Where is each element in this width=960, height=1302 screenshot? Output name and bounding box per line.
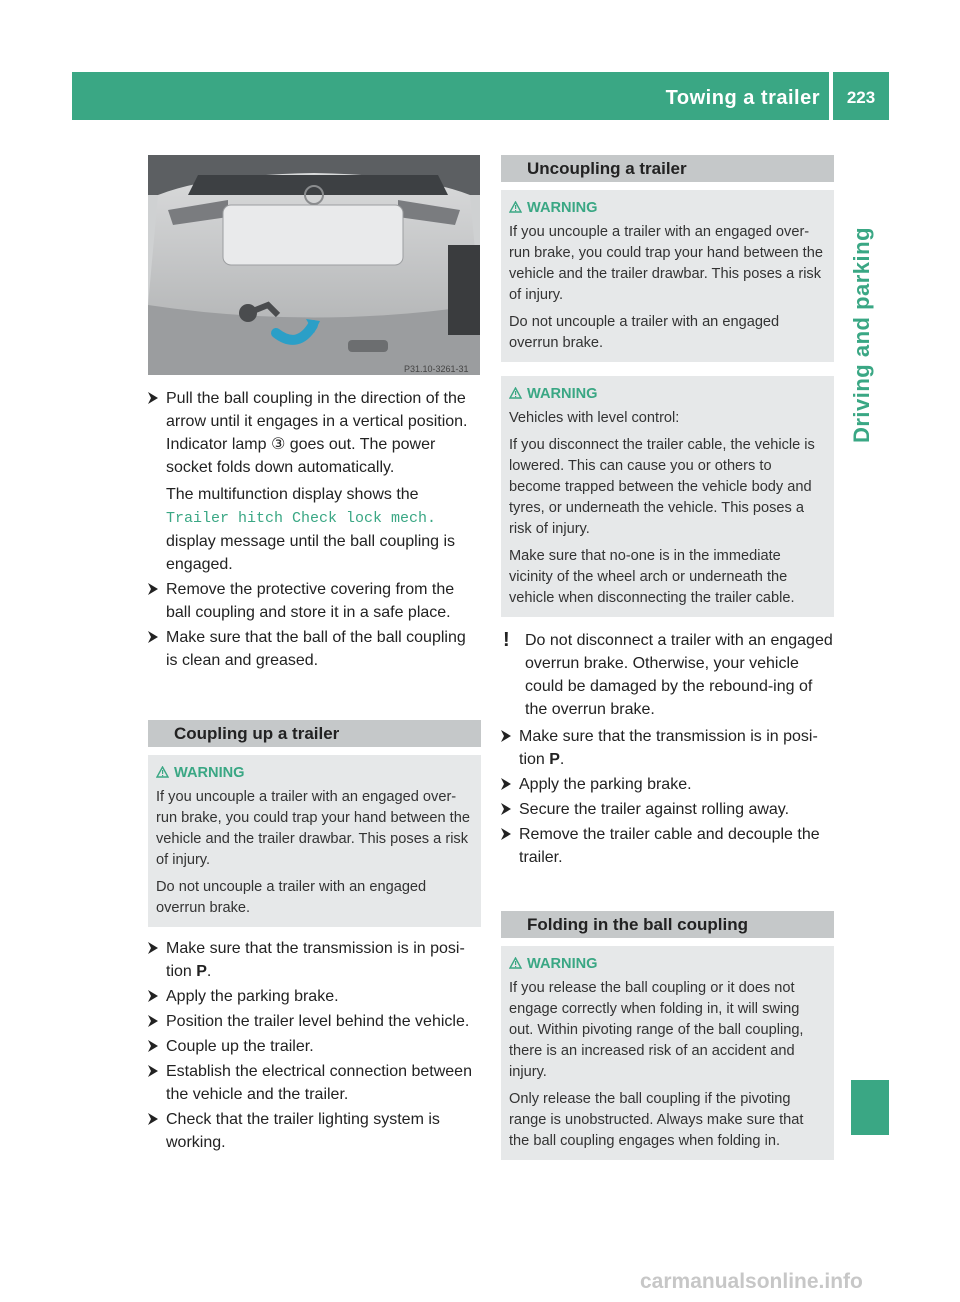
step-arrow-icon <box>148 631 158 643</box>
watermark: carmanualsonline.info <box>640 1270 863 1293</box>
step-arrow-icon <box>148 1015 158 1027</box>
warning-text: Do not uncouple a trailer with an engaged overrun brake. <box>156 879 427 916</box>
step-remove-cable: Remove the trailer cable and decouple the trailer. <box>501 823 834 869</box>
step-transmission-p: Make sure that the transmission is in posi-tion P. <box>501 725 834 771</box>
side-tab-marker <box>851 1080 889 1135</box>
warning-triangle-icon <box>509 957 522 969</box>
notice-damage: ! Do not disconnect a trailer with an engaged overrun brake. Otherwise, your vehicle could be damaged by the rebound-ing of the overrun brake. <box>503 629 833 718</box>
warning-heading: WARNING <box>509 198 826 219</box>
left-column <box>148 155 481 1156</box>
warning-triangle-icon <box>509 387 522 399</box>
indicator-lamp-3-icon: ③ <box>270 436 286 453</box>
exclamation-icon: ! <box>503 629 510 651</box>
display-message: Trailer hitch Check lock mech. <box>166 510 437 527</box>
step-secure-trailer: Secure the trailer against rolling away. <box>501 798 834 821</box>
step-check-lighting: Check that the trailer lighting system is working. <box>148 1108 481 1154</box>
warning-box <box>501 190 834 362</box>
step-arrow-icon <box>148 990 158 1002</box>
figure-caption: P31.10-3261-31 <box>404 364 469 374</box>
step-parking-brake: Apply the parking brake. <box>148 985 481 1008</box>
step-arrow-icon <box>148 1113 158 1125</box>
warning-box <box>501 376 834 617</box>
warning-heading: WARNING <box>156 763 473 784</box>
step-position-trailer: Position the trailer level behind the vehicle. <box>148 1010 481 1033</box>
step-check-ball-clean: Make sure that the ball of the ball coupling is clean and greased. <box>148 626 481 672</box>
step-arrow-icon <box>501 803 511 815</box>
warning-text: Only release the ball coupling if the pivoting range is unobstructed. Always make sure that the ball coupling engages when folding in. <box>509 1091 804 1149</box>
warning-text: If you release the ball coupling or it does not engage correctly when folding in, it will swing out. Within pivoting range of the ball coupling, there is an increased risk of an accident and injury. <box>509 980 804 1080</box>
step-remove-covering: Remove the protective covering from the ball coupling and store it in a safe place. <box>148 578 481 624</box>
warning-triangle-icon <box>509 201 522 213</box>
step-arrow-icon <box>501 778 511 790</box>
side-tab <box>832 226 892 444</box>
warning-text: If you uncouple a trailer with an engaged over-run brake, you could trap your hand between the vehicle and the trailer drawbar. This poses a risk of injury. <box>509 224 823 303</box>
warning-text: Do not uncouple a trailer with an engaged overrun brake. <box>509 314 780 351</box>
step-arrow-icon <box>148 392 158 404</box>
warning-text: If you disconnect the trailer cable, the vehicle is lowered. This can cause you or others to become trapped between the vehicle body and tyres, or underneath the vehicle. This poses a risk of injury. <box>509 437 815 537</box>
step-transmission-p: Make sure that the transmission is in posi-tion P. <box>148 937 481 983</box>
step-couple-up: Couple up the trailer. <box>148 1035 481 1058</box>
warning-text: If you uncouple a trailer with an engaged over-run brake, you could trap your hand between the vehicle and the trailer drawbar. This poses a risk of injury. <box>156 789 470 868</box>
step-arrow-icon <box>148 1065 158 1077</box>
side-tab-label: Driving and parking <box>849 226 874 444</box>
running-head-title: Towing a trailer <box>600 72 828 120</box>
step-electrical-connection: Establish the electrical connection between the vehicle and the trailer. <box>148 1060 481 1106</box>
warning-box <box>148 755 481 927</box>
right-column <box>501 155 834 1160</box>
warning-text: Vehicles with level control: <box>509 410 680 426</box>
warning-heading: WARNING <box>509 954 826 975</box>
figure <box>148 155 481 375</box>
step-parking-brake: Apply the parking brake. <box>501 773 834 796</box>
page-number: 223 <box>833 72 889 120</box>
car-rear-ball-coupling-photo <box>148 155 480 375</box>
section-title-uncoupling: Uncoupling a trailer <box>501 155 834 182</box>
step-arrow-icon <box>501 828 511 840</box>
step-pull-ball-coupling: Pull the ball coupling in the direction of the arrow until it engages in a vertical position. Indicator lamp ③ goes out. The power socket folds down automatically. The multifunction display shows the Trailer hitch Check lock mech. display message until the ball coupling is engaged. <box>148 387 481 576</box>
section-title-folding-in: Folding in the ball coupling <box>501 911 834 938</box>
step-arrow-icon <box>501 730 511 742</box>
warning-text: Make sure that no-one is in the immediate vicinity of the wheel arch or underneath the vehicle when disconnecting the trailer cable. <box>509 548 795 606</box>
warning-box <box>501 946 834 1160</box>
warning-heading: WARNING <box>509 384 826 405</box>
section-title-coupling-up: Coupling up a trailer <box>148 720 481 747</box>
warning-triangle-icon <box>156 766 169 778</box>
step-arrow-icon <box>148 1040 158 1052</box>
step-arrow-icon <box>148 942 158 954</box>
step-arrow-icon <box>148 583 158 595</box>
